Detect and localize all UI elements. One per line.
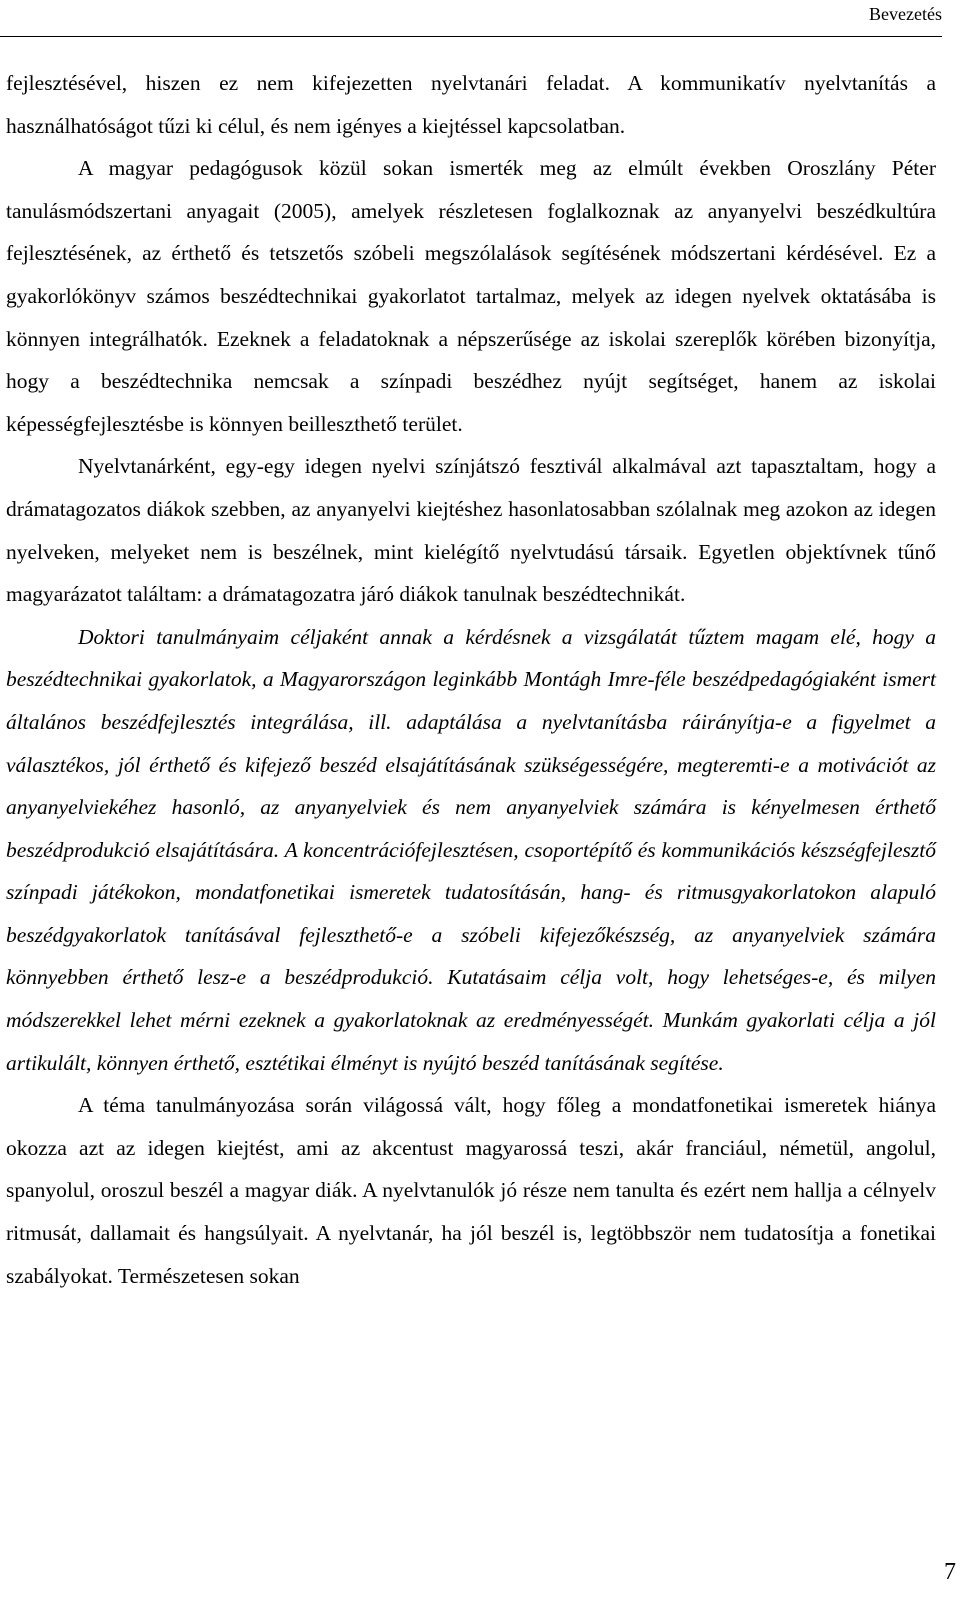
paragraph-oroszlany: A magyar pedagógusok közül sokan ismerték meg az elmúlt években Oroszlány Péter tanulásmódszertani anyagait (2005), amelyek részletesen foglalkoznak az anyanyelvi beszédkultúra fejlesztésének, az érthető és tetszetős szóbeli megszólalások segítésének módszertani kérdésével. Ez a gyakorlókönyv számos beszédtechnikai gyakorlatot tartalmaz, melyek az idegen nyelvek oktatásába is könnyen integrálhatók. Ezeknek a feladatoknak a népszerűsége az iskolai szereplők körében bizonyítja, hogy a beszédtechnika nemcsak a színpadi beszédhez nyújt segítséget, hanem az iskolai képességfejlesztésbe is könnyen beilleszthető terület.: [6, 156, 936, 436]
paragraph-topic: A téma tanulmányozása során világossá vált, hogy főleg a mondatfonetikai ismeretek hiánya okozza azt az idegen kiejtést, ami az akcentust magyarossá teszi, akár franciául, németül, angolul, spanyolul, oroszul beszél a magyar diák. A nyelvtanulók jó része nem tanulta és ezért nem hallja a célnyelv ritmusát, dallamait és hangsúlyait. A nyelvtanár, ha jól beszél is, legtöbbször nem tudatosítja a fonetikai szabályokat. Természetesen sokan: [6, 1093, 936, 1288]
header-rule: [0, 36, 942, 37]
body-text: [6, 62, 936, 1297]
paragraph-research-aims: Doktori tanulmányaim céljaként annak a kérdésnek a vizsgálatát tűztem magam elé, hogy a beszédtechnikai gyakorlatok, a Magyarországon leginkább Montágh Imre-féle beszédpedagógiaként ismert általános beszédfejlesztés integrálása, ill. adaptálása a nyelvtanításba ráirányítja-e a figyelmet a választékos, jól érthető és kifejező beszéd elsajátításának szükségességére, megteremti-e a motivációt az anyanyelviekéhez hasonló, az anyanyelviek és nem anyanyelviek számára is kényelmesen érthető beszédprodukció elsajátítására. A koncentrációfejlesztésen, csoportépítő és kommunikációs készségfejlesztő színpadi játékokon, mondatfonetikai ismeretek tudatosításán, hang- és ritmusgyakorlatokon alapuló beszédgyakorlatok tanításával fejleszthető-e a szóbeli kifejezőkészség, az anyanyelviek számára könnyebben érthető lesz-e a beszédprodukció. Kutatásaim célja volt, hogy lehetséges-e, és milyen módszerekkel lehet mérni ezeknek a gyakorlatoknak az eredményességét. Munkám gyakorlati célja a jól artikulált, könnyen érthető, esztétikai élményt is nyújtó beszéd tanításának segítése.: [6, 624, 936, 1075]
running-header: Bevezetés: [869, 4, 942, 24]
paragraph-festival: Nyelvtanárként, egy-egy idegen nyelvi színjátszó fesztivál alkalmával azt tapasztaltam, hogy a drámatagozatos diákok szebben, az anyanyelvi kiejtéshez hasonlatosabban szólalnak meg azokon az idegen nyelveken, melyeket nem is beszélnek, mint kielégítő nyelvtudású társaik. Egyetlen objektívnek tűnő magyarázatot találtam: a drámatagozatra járó diákok tanulnak beszédtechnikát.: [6, 454, 936, 607]
paragraph-continuation: fejlesztésével, hiszen ez nem kifejezetten nyelvtanári feladat. A kommunikatív nyelvtanítás a használhatóságot tűzi ki célul, és nem igényes a kiejtéssel kapcsolatban.: [6, 71, 936, 138]
page-number: 7: [944, 1559, 956, 1585]
